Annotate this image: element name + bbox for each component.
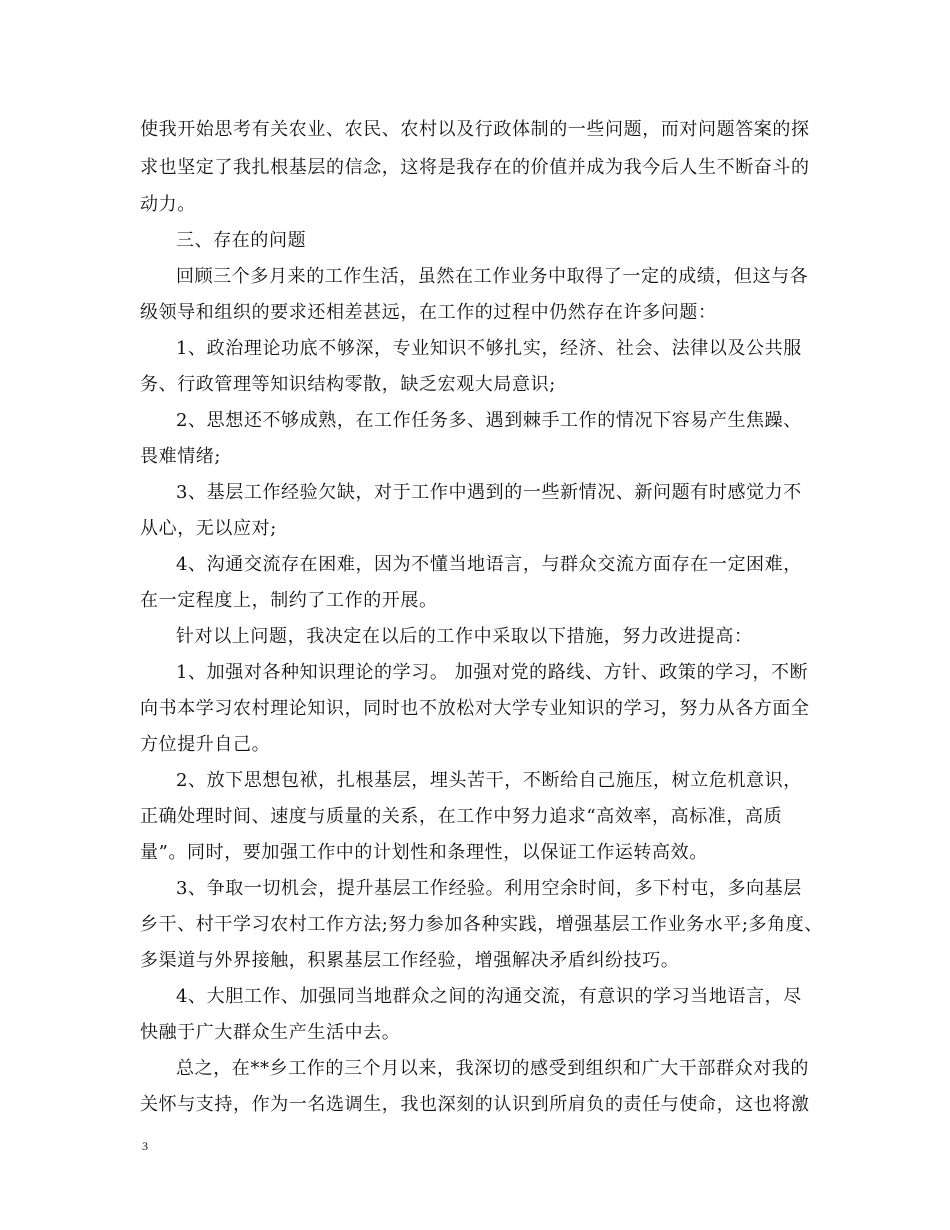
text-line: 量”。同时，要加强工作中的计划性和条理性，以保证工作运转高效。	[140, 842, 708, 863]
text-line: 求也坚定了我扎根基层的信念，这将是我存在的价值并成为我今后人生不断奋斗的	[140, 157, 810, 178]
text-line: 1、政治理论功底不够深，专业知识不够扎实，经济、社会、法律以及公共服	[176, 338, 802, 359]
text-line: 4、沟通交流存在困难，因为不懂当地语言，与群众交流方面存在一定困难，	[176, 554, 802, 575]
text-line: 正确处理时间、速度与质量的关系，在工作中努力追求“高效率，高标准，高质	[140, 806, 783, 827]
text-line: 快融于广大群众生产生活中去。	[140, 1022, 401, 1043]
text-line: 向书本学习农村理论知识，同时也不放松对大学专业知识的学习，努力从各方面全	[140, 698, 810, 719]
text-line: 总之，在**乡工作的三个月以来，我深切的感受到组织和广大干部群众对我的	[176, 1058, 809, 1079]
text-line: 4、大胆工作、加强同当地群众之间的沟通交流，有意识的学习当地语言，尽	[176, 986, 802, 1007]
page-number: 3	[142, 1139, 148, 1153]
text-line: 2、思想还不够成熟，在工作任务多、遇到棘手工作的情况下容易产生焦躁、	[176, 410, 802, 431]
text-line: 务、行政管理等知识结构零散，缺乏宏观大局意识;	[140, 374, 556, 395]
text-line: 回顾三个多月来的工作生活，虽然在工作业务中取得了一定的成绩，但这与各	[176, 266, 809, 287]
text-line: 3、基层工作经验欠缺，对于工作中遇到的一些新情况、新问题有时感觉力不	[176, 482, 802, 503]
text-line: 动力。	[140, 194, 196, 215]
text-line: 从心，无以应对;	[140, 518, 277, 539]
section-heading: 三、存在的问题	[176, 230, 307, 251]
text-line: 在一定程度上，制约了工作的开展。	[140, 590, 438, 611]
text-line: 使我开始思考有关农业、农民、农村以及行政体制的一些问题，而对问题答案的探	[140, 119, 810, 140]
text-line: 畏难情绪;	[140, 446, 222, 467]
text-line: 针对以上问题，我决定在以后的工作中采取以下措施，努力改进提高：	[176, 626, 753, 647]
text-line: 方位提升自己。	[140, 734, 271, 755]
text-line: 关怀与支持，作为一名选调生，我也深刻的认识到所肩负的责任与使命，这也将激	[140, 1094, 810, 1115]
text-line: 3、争取一切机会，提升基层工作经验。利用空余时间，多下村屯，多向基层	[176, 878, 802, 899]
text-line: 2、放下思想包袱，扎根基层，埋头苦干，不断给自己施压，树立危机意识，	[176, 770, 802, 791]
text-line: 级领导和组织的要求还相差甚远，在工作的过程中仍然存在许多问题：	[140, 302, 717, 323]
text-line: 乡干、村干学习农村工作方法;努力参加各种实践，增强基层工作业务水平;多角度、	[140, 914, 823, 935]
text-line: 多渠道与外界接触，积累基层工作经验，增强解决矛盾纠纷技巧。	[140, 950, 680, 971]
text-line: 1、加强对各种知识理论的学习。 加强对党的路线、方针、政策的学习，不断	[176, 662, 809, 683]
